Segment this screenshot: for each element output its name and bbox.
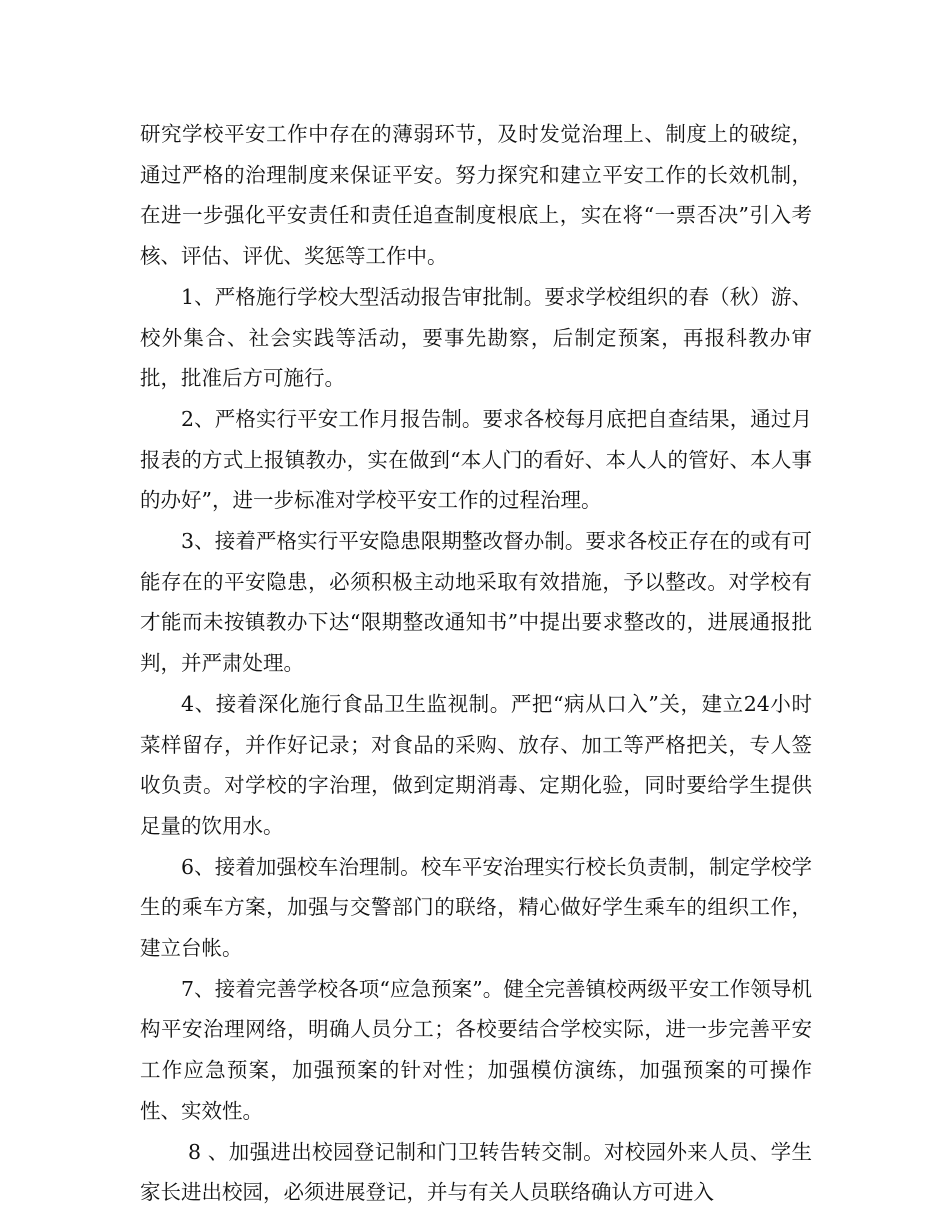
paragraph-item-2: 2、严格实行平安工作月报告制。要求各校每月底把自查结果，通过月报表的方式上报镇教办，实在做到“本人门的看好、本人人的管好、本人事的办好”，进一步标准对学校平安工作的过程治理。 — [140, 406, 812, 513]
paragraph-item-1: 1、严格施行学校大型活动报告审批制。要求学校组织的春（秋）游、校外集合、社会实践等活动，要事先勘察，后制定预案，再报科教办审批，批准后方可施行。 — [140, 284, 812, 391]
paragraph-item-4: 4、接着深化施行食品卫生监视制。严把“病从口入”关，建立24小时菜样留存，并作好记录；对食品的采购、放存、加工等严格把关，专人签收负责。对学校的字治理，做到定期消毒、定期化验，同时要给学生提供足量的饮用水。 — [140, 691, 812, 838]
paragraph-item-7: 7、接着完善学校各项“应急预案”。健全完善镇校两级平安工作领导机构平安治理网络，明确人员分工；各校要结合学校实际，进一步完善平安工作应急预案，加强预案的针对性；加强模仿演练，加强预案的可操作性、实效性。 — [140, 976, 812, 1123]
paragraph-item-3: 3、接着严格实行平安隐患限期整改督办制。要求各校正存在的或有可能存在的平安隐患，必须积极主动地采取有效措施，予以整改。对学校有才能而未按镇教办下达“限期整改通知书”中提出要求整改的，进展通报批判，并严肃处理。 — [140, 529, 812, 676]
paragraph-intro: 研究学校平安工作中存在的薄弱环节，及时发觉治理上、制度上的破绽，通过严格的治理制度来保证平安。努力探究和建立平安工作的长效机制，在进一步强化平安责任和责任追查制度根底上，实在将“一票否决”引入考核、评估、评优、奖惩等工作中。 — [140, 122, 812, 269]
paragraph-item-6: 6、接着加强校车治理制。校车平安治理实行校长负责制，制定学校学生的乘车方案，加强与交警部门的联络，精心做好学生乘车的组织工作，建立台帐。 — [140, 854, 812, 961]
document-body — [140, 114, 812, 1213]
paragraph-item-8: 8 、加强进出校园登记制和门卫转告转交制。对校园外来人员、学生家长进出校园，必须进展登记，并与有关人员联络确认方可进入 — [140, 1139, 812, 1205]
